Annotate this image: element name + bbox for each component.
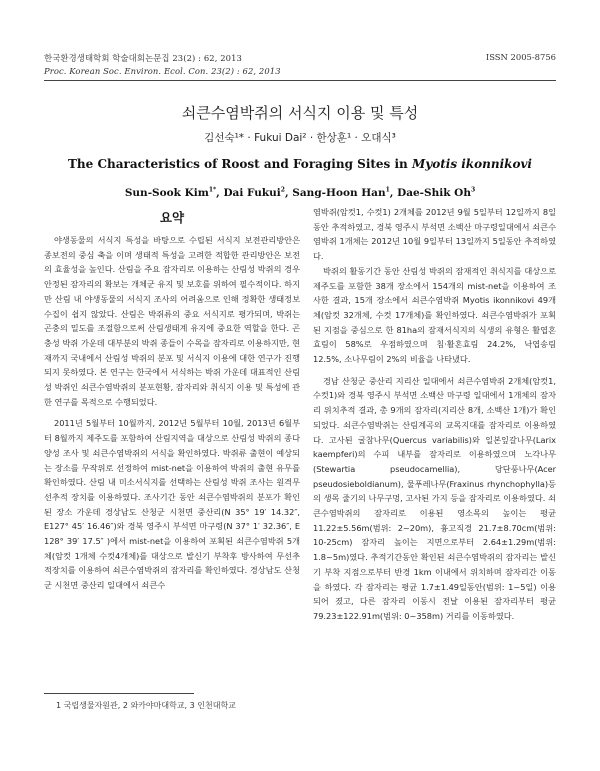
author-en-name: Dai Fukui	[223, 187, 281, 199]
abstract-heading: 요약	[159, 210, 185, 225]
header-rule	[44, 80, 556, 81]
title-en-species: Myotis ikonnikovi	[411, 157, 532, 171]
journal-header-en: Proc. Korean Soc. Environ. Ecol. Con. 23(2) : 62, 2013	[44, 66, 281, 76]
author-en-sup: 3	[470, 186, 476, 194]
issn: ISSN 2005-8756	[485, 52, 556, 62]
title-en	[0, 157, 600, 171]
abstract-paragraph: 경남 산청군 중산리 지리산 일대에서 쇠큰수염박쥐 2개체(암컷1, 수컷1)와 경북 영주시 부석면 소백산 마구령 일대에서 1개체의 잠자리 위치추적 결과, 총 9개의 잠자리(지리산 8개, 소백산 1개)가 확인되었다. 쇠큰수염박쥐는 산림계곡의 교목지대를 잠자리로 이용하였다. 고사된 굴참나무(Quercus variabilis)와 일본잎갈나무(Larix kaempferi)의 수피 내부를 잠자리로 이용하였으며 노각나무(Stewartia pseudocamellia), 당단풍나무(Acer pseudosieboldianum), 물푸레나무(Fraxinus rhynchophylla)등의 생목 줄기의 나무구멍, 고사된 가지 등을 잠자리로 이용하였다. 쇠큰수염박쥐의 잠자리로 이용된 영소목의 높이는 평균 11.22±5.56m(범위: 2~20m), 흉고직경 21.7±8.70cm(범위: 10-25cm) 잠자리 높이는 지면으로부터 2.64±1.29m(범위: 1.8~5m)였다. 추적기간동안 확인된 쇠큰수염박쥐의 잠자리는 발신기 부착 지점으로부터 반경 1km 이내에서 위치하며 잠자리간 이동을 하였다. 각 잠자리는 평균 1.7±1.49일동안(범위: 1~5일) 이용되어 졌고, 다른 잠자리 이동시 전날 이용된 잠자리부터 평균 79.23±122.91m(범위: 0~358m) 거리를 이동하였다.	[313, 375, 556, 621]
author-en-name: Sang-Hoon Han	[292, 187, 386, 199]
author-en-sup: 1*	[208, 186, 217, 194]
author-en-name: Sun-Sook Kim	[124, 187, 209, 199]
author-en-sup: 1	[385, 186, 390, 194]
journal-header-ko: 한국환경생태학회 학술대회논문집 23(2) : 62, 2013	[44, 53, 242, 63]
right-column	[313, 205, 556, 624]
left-column	[44, 207, 300, 593]
affiliation-footnote: 1 국립생물자원관, 2 와카야마대학교, 3 인천대학교	[56, 701, 236, 710]
abstract-paragraph: 박쥐의 활동기간 동안 산림성 박쥐의 잠재적인 취식지를 대상으로 제주도를 포함한 38개 장소에서 154개의 mist-net을 이용하여 조사한 결과, 15개 장소에서 쇠큰수염박쥐 Myotis ikonnikovi 49개체(암컷 32개체, 수컷 17개체)를 확인하였다. 쇠큰수염박쥐가 포획된 지점을 중심으로 한 81ha의 잠재서식지의 식생의 유형은 활엽혼효림이 58%로 우점하였으며 침·활혼효림 24.2%, 낙엽송림 12.5%, 소나무림이 2%의 비율을 나타냈다.	[313, 265, 556, 365]
authors-en: Sun-Sook Kim$^{1*}$, Dai Fukui$^2$, Sang-Hoon Han$^1$, Dae-Shik Oh$^3$	[124, 186, 476, 199]
author-en-sup: 2	[280, 186, 285, 194]
title-ko: 쇠큰수염박쥐의 서식지 이용 및 특성	[181, 104, 419, 122]
title-en-prefix: The Characteristics of Roost and Foraging Sites in	[68, 157, 412, 171]
authors-ko: 김선숙¹* · Fukui Dai² · 한상훈¹ · 오대식³	[204, 132, 396, 144]
abstract-paragraph: 야생동물의 서식지 특성을 바탕으로 수립된 서식지 보전관리방안은 종보전의 중심 축을 이며 생태적 특성을 고려한 적합한 관리방안은 보전의 효율성을 높인다. 산림을 주요 잠자리로 이용하는 산림성 박쥐의 경우 안정된 잠자리의 확보는 개체군 유지 및 보호를 위하여 필수적이다. 하지만 산림 내 야생동물의 서식지 조사의 어려움으로 인해 정확한 생태정보 수집이 쉽지 않았다. 산림은 박쥐류의 중요 서식지로 평가되며, 박쥐는 곤충의 밀도를 조절함으로써 산림생태계 유지에 중요한 역할을 한다. 곤충성 박쥐 가운데 대부분의 박쥐 종들이 수목을 잠자리로 이용하지만, 현재까지 국내에서 산림성 박쥐의 분포 및 서식지 이용에 대한 연구가 진행되지 못하였다. 본 연구는 한국에서 서식하는 박쥐 가운데 대표적인 산림성 박쥐인 쇠큰수염박쥐의 분포현황, 잠자리와 취식지 이용 및 특성에 관한 연구를 목적으로 수행되었다.	[44, 235, 300, 407]
author-en-name: Dae-Shik Oh	[397, 187, 471, 199]
abstract-paragraph: 염박쥐(암컷1, 수컷1) 2개체를 2012년 9월 5일부터 12일까지 8일동안 추적하였고, 경북 영주시 부석면 소백산 마구령일대에서 쇠큰수염박쥐 1개체는 2012년 10월 9일부터 13일까지 5일동안 추적하였다.	[313, 207, 556, 262]
footnote-rule	[44, 693, 194, 694]
abstract-paragraph: 2011년 5월부터 10월까지, 2012년 5월부터 10월, 2013년 6월부터 8월까지 제주도를 포함하여 산림지역을 대상으로 산림성 박쥐의 종다양성 조사 및 쇠큰수염박쥐의 서식을 확인하였다. 박쥐류 출현이 예상되는 장소를 무작위로 선정하여 mist-net을 이용하여 박쥐의 출현 유무를 확인하였다. 산림 내 미소서식지를 선택하는 산림성 박쥐 조사는 원격무선추적 장치를 이용하였다. 조사기간 동안 쇠큰수염박쥐의 분포가 확인된 장소 가운데 경상남도 산청군 시천면 중산리(N 35° 19′ 14.32″, E127° 45′ 16.46″)와 경북 영주시 부석면 마구령(N 37° 1′ 32.36″, E 128° 39′ 17.5″ )에서 mist-net을 이용하여 포획된 쇠큰수염박쥐 5개체(암컷 1개체 수컷4개체)를 대상으로 발신기 부착후 방사하여 무선추적장치를 이용하여 쇠큰수염박쥐의 잠자리를 확인하였다. 경상남도 산청군 시천면 중산리 일대에서 쇠큰수	[44, 418, 300, 591]
